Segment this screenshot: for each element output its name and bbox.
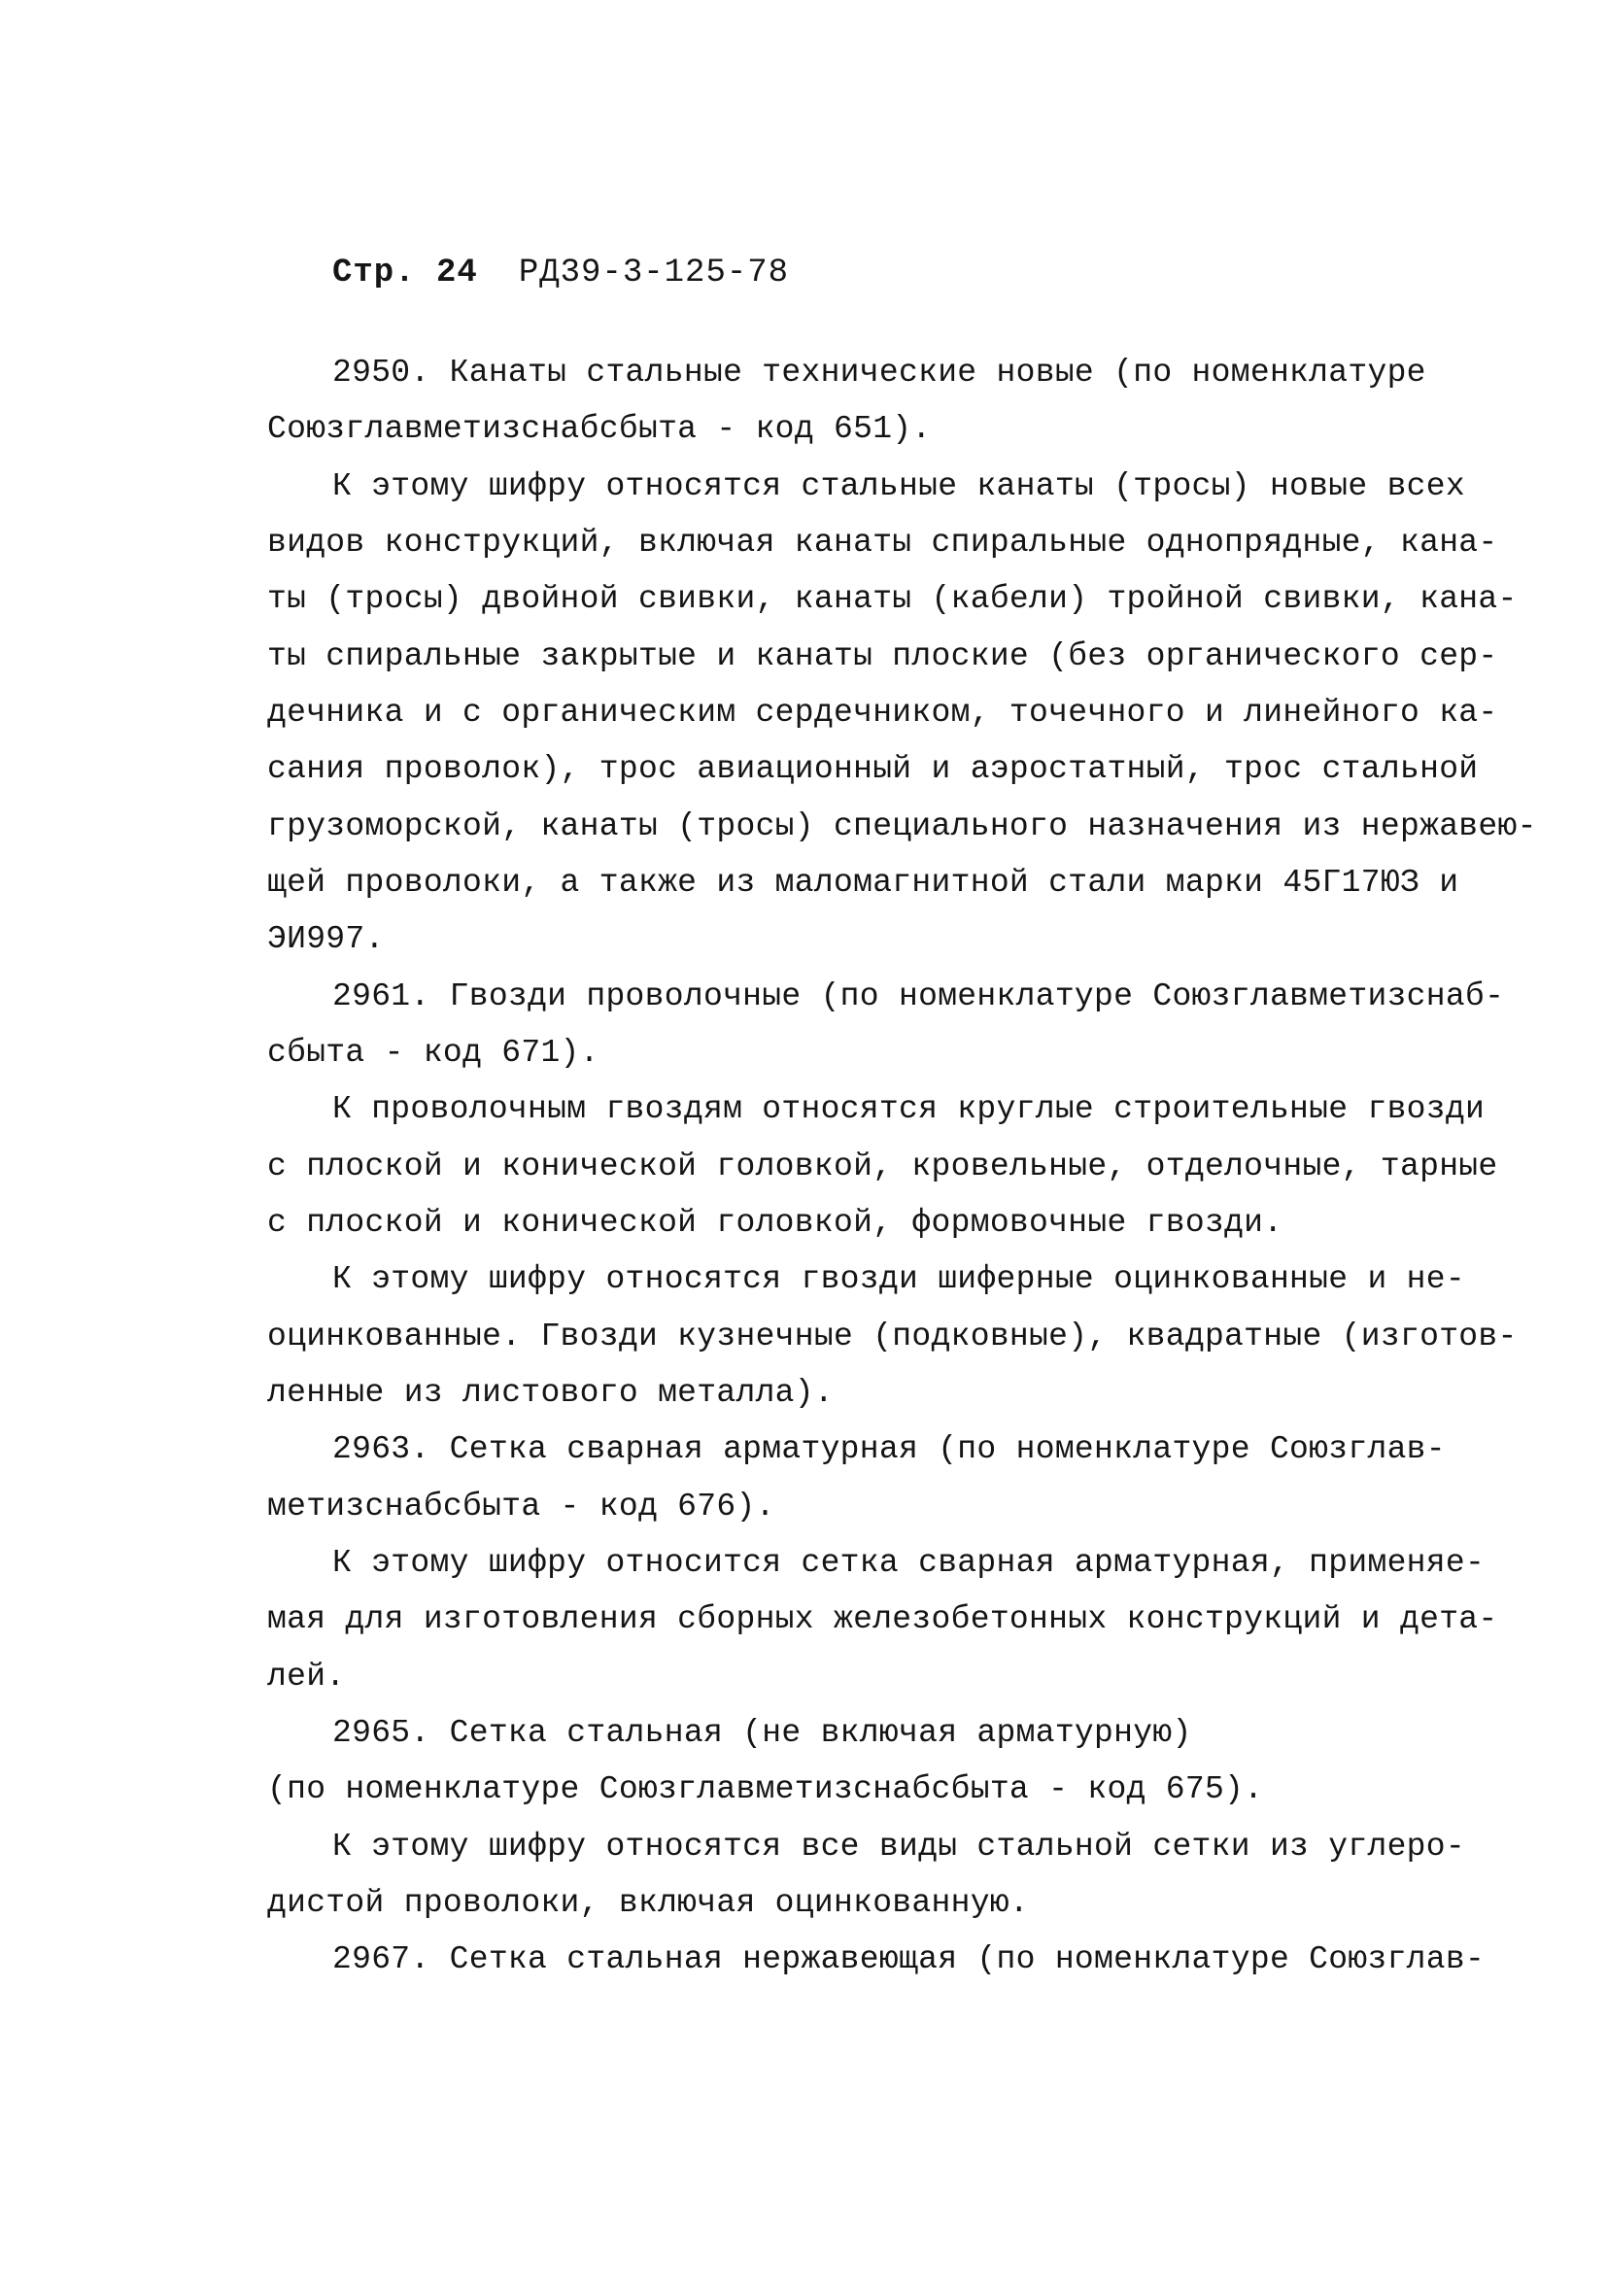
text-line: видов конструкций, включая канаты спиральные однопрядные, кана- [267, 525, 1498, 561]
document-code: РД39-3-125-78 [518, 255, 790, 291]
text-line: метизснабсбыта - код 676). [267, 1489, 775, 1525]
text-line: К этому шифру относится сетка сварная арматурная, применяе- [332, 1545, 1486, 1581]
text-line: сбыта - код 671). [267, 1035, 599, 1071]
text-line: К этому шифру относятся гвозди шиферные оцинкованные и не- [332, 1261, 1465, 1297]
text-line: лей. [267, 1659, 346, 1695]
text-line: 2950. Канаты стальные технические новые (по номенклатуре [332, 355, 1426, 391]
page-number: Стр. 24 [332, 255, 478, 291]
text-line: дечника и с органическим сердечником, точечного и линейного ка- [267, 695, 1498, 731]
text-line: 2967. Сетка стальная нержавеющая (по номенклатуре Союзглав- [332, 1941, 1486, 1977]
text-line: ты (тросы) двойной свивки, канаты (кабели) тройной свивки, кана- [267, 581, 1518, 617]
text-line: 2963. Сетка сварная арматурная (по номенклатуре Союзглав- [332, 1431, 1446, 1467]
text-line: грузоморской, канаты (тросы) специального назначения из нержавею- [267, 808, 1537, 844]
text-line: мая для изготовления сборных железобетонных конструкций и дета- [267, 1601, 1498, 1637]
text-line: К проволочным гвоздям относятся круглые строительные гвозди [332, 1091, 1486, 1127]
page-header [332, 255, 789, 291]
text-line: К этому шифру относятся все виды стальной сетки из углеро- [332, 1829, 1465, 1865]
text-line: сания проволок), трос авиационный и аэростатный, трос стальной [267, 751, 1479, 787]
text-line: оцинкованные. Гвозди кузнечные (подковные), квадратные (изготов- [267, 1319, 1518, 1354]
text-line: дистой проволоки, включая оцинкованную. [267, 1885, 1030, 1921]
text-line: ты спиральные закрытые и канаты плоские (без органического сер- [267, 638, 1498, 674]
text-line: 2965. Сетка стальная (не включая арматурную) [332, 1715, 1192, 1751]
text-line: ЭИ997. [267, 921, 385, 957]
text-line: ленные из листового металла). [267, 1375, 834, 1411]
text-line: с плоской и конической головкой, кровельные, отделочные, тарные [267, 1148, 1498, 1184]
text-line: Союзглавметизснабсбыта - код 651). [267, 411, 932, 447]
text-line: (по номенклатуре Союзглавметизснабсбыта - код 675). [267, 1771, 1264, 1807]
text-line: 2961. Гвозди проволочные (по номенклатуре Союзглавметизснаб- [332, 978, 1505, 1014]
text-line: К этому шифру относятся стальные канаты (тросы) новые всех [332, 468, 1465, 504]
text-line: щей проволоки, а также из маломагнитной стали марки 45Г17ЮЗ и [267, 865, 1459, 901]
text-line: с плоской и конической головкой, формовочные гвозди. [267, 1205, 1283, 1241]
